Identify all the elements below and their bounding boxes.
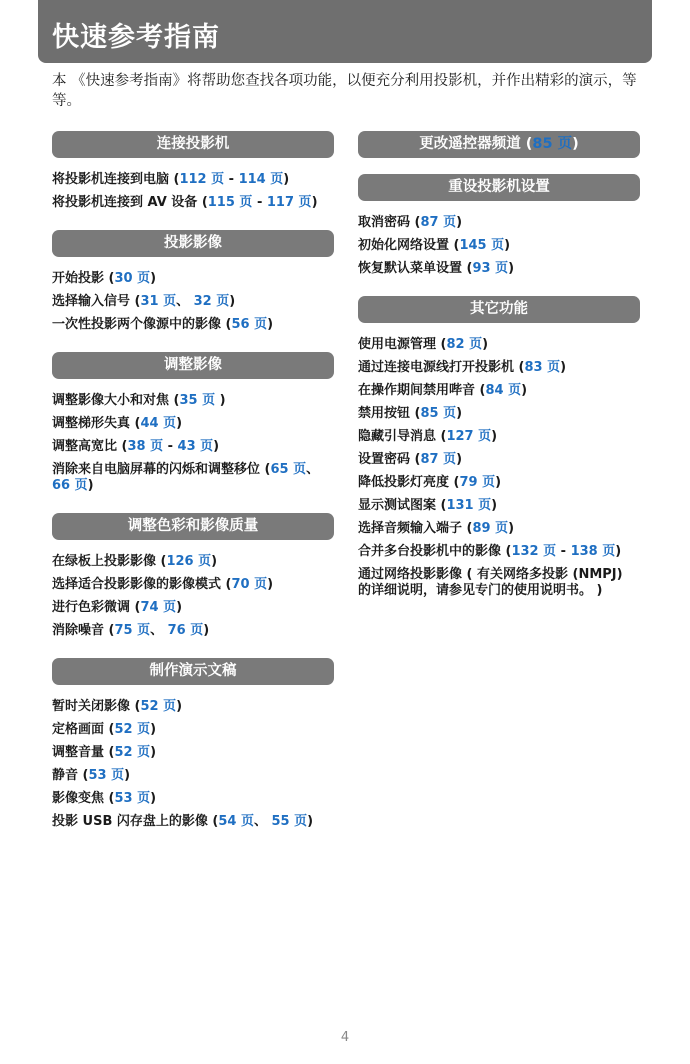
list-item — [358, 257, 640, 280]
item-text: 调整梯形失真 ( — [52, 415, 141, 431]
right-column — [358, 131, 640, 618]
item-text: 在操作期间禁用哔音 ( — [358, 382, 486, 398]
item-text: 显示测试图案 ( — [358, 497, 447, 513]
list-item — [358, 494, 640, 517]
page-reference-link[interactable]: 127 页 — [446, 428, 492, 444]
item-text: 取消密码 ( — [358, 214, 421, 230]
item-text: ) — [615, 543, 622, 559]
item-separator: 、 — [150, 622, 168, 638]
section-heading-text: ) — [572, 136, 579, 152]
left-column — [52, 131, 334, 849]
item-text: 在绿板上投影影像 ( — [52, 553, 167, 569]
item-text: 初始化网络设置 ( — [358, 237, 460, 253]
item-text: ) — [521, 382, 528, 398]
list-item — [52, 573, 334, 596]
page-reference-link[interactable]: 44 页 — [140, 415, 177, 431]
item-text: ) — [176, 698, 183, 714]
item-text: 通过连接电源线打开投影机 ( — [358, 359, 525, 375]
list-item — [52, 267, 334, 290]
item-text: 一次性投影两个像源中的影像 ( — [52, 316, 232, 332]
item-text: 投影 USB 闪存盘上的影像 ( — [52, 813, 219, 829]
page-reference-link[interactable]: 31 页 — [140, 293, 177, 309]
page-reference-link[interactable]: 126 页 — [166, 553, 212, 569]
section-heading-text: 其它功能 — [470, 301, 528, 317]
item-text: ) — [307, 813, 314, 829]
item-text: 调整影像大小和对焦 ( — [52, 392, 180, 408]
page-reference-link[interactable]: 85 页 — [532, 136, 573, 152]
section-heading — [358, 174, 640, 201]
item-text: ) — [124, 767, 131, 783]
item-text: 通过网络投影影像 ( 有关网络多投影 (NMPJ) 的详细说明，请参见专门的使用说明书。 ) — [358, 566, 623, 598]
page-title: 快速参考指南 — [52, 22, 220, 53]
item-text: ) — [150, 790, 157, 806]
item-text: 消除噪音 ( — [52, 622, 115, 638]
page-reference-link[interactable]: 79 页 — [459, 474, 496, 490]
item-text: 使用电源管理 ( — [358, 336, 447, 352]
page-number: 4 — [340, 1030, 350, 1045]
page-reference-link[interactable]: 132 页 — [511, 543, 557, 559]
page-reference-link[interactable]: 83 页 — [524, 359, 561, 375]
page-reference-link[interactable]: 75 页 — [114, 622, 151, 638]
item-text: 选择输入信号 ( — [52, 293, 141, 309]
section-heading-text: 更改遥控器频道 ( — [419, 136, 533, 152]
page-reference-link[interactable]: 145 页 — [459, 237, 505, 253]
item-text: ) — [491, 497, 498, 513]
list-item — [52, 810, 334, 833]
item-text: ) — [456, 214, 463, 230]
section — [52, 230, 334, 336]
list-item — [52, 596, 334, 619]
page-reference-link[interactable]: 112 页 — [179, 171, 225, 187]
item-text: ) — [560, 359, 567, 375]
list-item — [52, 389, 334, 412]
item-text: ) — [504, 237, 511, 253]
section-heading — [358, 131, 640, 158]
section-heading — [52, 131, 334, 158]
item-text: 合并多台投影机中的影像 ( — [358, 543, 512, 559]
section-heading-text: 调整影像 — [164, 357, 222, 373]
list-item — [52, 168, 334, 191]
item-text: ) — [456, 405, 463, 421]
list-item — [358, 402, 640, 425]
page-reference-link[interactable]: 53 页 — [114, 790, 151, 806]
page-reference-link[interactable]: 30 页 — [114, 270, 151, 286]
item-text: 调整高宽比 ( — [52, 438, 128, 454]
page-reference-link[interactable]: 53 页 — [88, 767, 125, 783]
page-reference-link[interactable]: 38 页 — [127, 438, 164, 454]
item-text: ) — [491, 428, 498, 444]
item-text: 静音 ( — [52, 767, 89, 783]
item-separator: - — [252, 194, 267, 210]
item-separator: - — [224, 171, 239, 187]
list-item — [358, 471, 640, 494]
list-item — [52, 412, 334, 435]
page-reference-link[interactable]: 87 页 — [420, 451, 457, 467]
item-text: 选择音频输入端子 ( — [358, 520, 473, 536]
page-reference-link[interactable]: 32 页 — [193, 293, 230, 309]
page-reference-link[interactable]: 115 页 — [207, 194, 253, 210]
item-text: 消除来自电脑屏幕的闪烁和调整移位 ( — [52, 461, 271, 477]
item-text: ) — [508, 520, 515, 536]
page-reference-link[interactable]: 65 页 — [270, 461, 307, 477]
list-item — [358, 448, 640, 471]
page-reference-link[interactable]: 35 页 — [179, 392, 220, 408]
section-heading-text: 投影影像 — [164, 235, 222, 251]
section — [358, 174, 640, 280]
section-heading-text: 重设投影机设置 — [448, 179, 550, 195]
item-text: 禁用按钮 ( — [358, 405, 421, 421]
page-reference-link[interactable]: 89 页 — [472, 520, 509, 536]
list-item — [358, 425, 640, 448]
page-reference-link[interactable]: 56 页 — [231, 316, 268, 332]
item-text: 隐藏引导消息 ( — [358, 428, 447, 444]
page-reference-link[interactable]: 131 页 — [446, 497, 492, 513]
list-item — [52, 695, 334, 718]
item-text: 恢复默认菜单设置 ( — [358, 260, 473, 276]
page-reference-link[interactable]: 93 页 — [472, 260, 509, 276]
item-text: 进行色彩微调 ( — [52, 599, 141, 615]
section-heading — [52, 352, 334, 379]
page-reference-link[interactable]: 76 页 — [167, 622, 204, 638]
section — [358, 131, 640, 158]
item-text: 开始投影 ( — [52, 270, 115, 286]
page-reference-link[interactable]: 82 页 — [446, 336, 483, 352]
section-heading-text: 连接投影机 — [156, 136, 230, 152]
item-text: ) — [456, 451, 463, 467]
list-item — [52, 619, 334, 642]
page-reference-link[interactable]: 52 页 — [114, 721, 151, 737]
item-text: ) — [229, 293, 236, 309]
item-text: ) — [87, 477, 94, 493]
list-item — [52, 435, 334, 458]
page-reference-link[interactable]: 85 页 — [420, 405, 457, 421]
section — [52, 352, 334, 497]
page-reference-link[interactable]: 74 页 — [140, 599, 177, 615]
item-text: ) — [283, 171, 290, 187]
item-separator: - — [556, 543, 571, 559]
section-heading — [52, 513, 334, 540]
page-reference-link[interactable]: 138 页 — [570, 543, 616, 559]
list-item — [52, 787, 334, 810]
item-text: 影像变焦 ( — [52, 790, 115, 806]
list-item — [358, 563, 640, 602]
title-bar — [38, 0, 652, 63]
item-text: ) — [211, 553, 218, 569]
item-text: 将投影机连接到 AV 设备 ( — [52, 194, 208, 210]
item-separator: 、 — [176, 293, 194, 309]
item-text: ) — [176, 415, 183, 431]
item-text: 设置密码 ( — [358, 451, 421, 467]
section-heading-text: 制作演示文稿 — [149, 663, 237, 679]
item-text: ) — [176, 599, 183, 615]
item-text: ) — [203, 622, 210, 638]
page-reference-link[interactable]: 117 页 — [266, 194, 312, 210]
item-separator: 、 — [253, 813, 272, 829]
item-text: ) — [213, 438, 220, 454]
list-item — [52, 741, 334, 764]
page-reference-link[interactable]: 66 页 — [52, 477, 88, 493]
section — [52, 131, 334, 214]
page-reference-link[interactable]: 114 页 — [238, 171, 284, 187]
page-reference-link[interactable]: 70 页 — [231, 576, 268, 592]
intro-paragraph: 本 《快速参考指南》将帮助您查找各项功能，以便充分利用投影机，并作出精彩的演示，等等。 — [52, 73, 637, 109]
list-item — [52, 290, 334, 313]
item-text: ) — [508, 260, 515, 276]
item-text: ) — [267, 316, 274, 332]
page-reference-link[interactable]: 55 页 — [271, 813, 308, 829]
section-heading-text: 调整色彩和影像质量 — [127, 518, 259, 534]
item-text: ) — [150, 744, 157, 760]
section-heading — [358, 296, 640, 323]
section-heading — [52, 230, 334, 257]
list-item — [358, 211, 640, 234]
list-item — [358, 379, 640, 402]
page-reference-link[interactable]: 52 页 — [140, 698, 177, 714]
item-text: ) — [150, 270, 157, 286]
list-item — [52, 718, 334, 741]
item-text: ) — [267, 576, 274, 592]
page-reference-link[interactable]: 84 页 — [485, 382, 522, 398]
list-item — [52, 191, 334, 214]
page-reference-link[interactable]: 54 页 — [218, 813, 254, 829]
list-item — [358, 356, 640, 379]
page-reference-link[interactable]: 52 页 — [114, 744, 151, 760]
item-text: 定格画面 ( — [52, 721, 115, 737]
item-text: 降低投影灯亮度 ( — [358, 474, 460, 490]
list-item — [52, 764, 334, 787]
item-separator: - — [163, 438, 178, 454]
list-item — [52, 458, 334, 497]
item-text: 调整音量 ( — [52, 744, 115, 760]
item-text: ) — [219, 392, 226, 408]
section-heading — [52, 658, 334, 685]
list-item — [358, 234, 640, 257]
item-text: ) — [311, 194, 318, 210]
section — [358, 296, 640, 602]
item-text: ) — [482, 336, 489, 352]
item-separator: 、 — [306, 461, 320, 477]
item-text: ) — [495, 474, 502, 490]
list-item — [358, 517, 640, 540]
list-item — [358, 333, 640, 356]
item-text: 暂时关闭影像 ( — [52, 698, 141, 714]
item-text: ) — [150, 721, 157, 737]
page-reference-link[interactable]: 43 页 — [177, 438, 214, 454]
list-item — [52, 313, 334, 336]
section — [52, 513, 334, 642]
section — [52, 658, 334, 833]
item-text: 选择适合投影影像的影像模式 ( — [52, 576, 232, 592]
item-text: 将投影机连接到电脑 ( — [52, 171, 180, 187]
list-item — [52, 550, 334, 573]
page-reference-link[interactable]: 87 页 — [420, 214, 457, 230]
list-item — [358, 540, 640, 563]
